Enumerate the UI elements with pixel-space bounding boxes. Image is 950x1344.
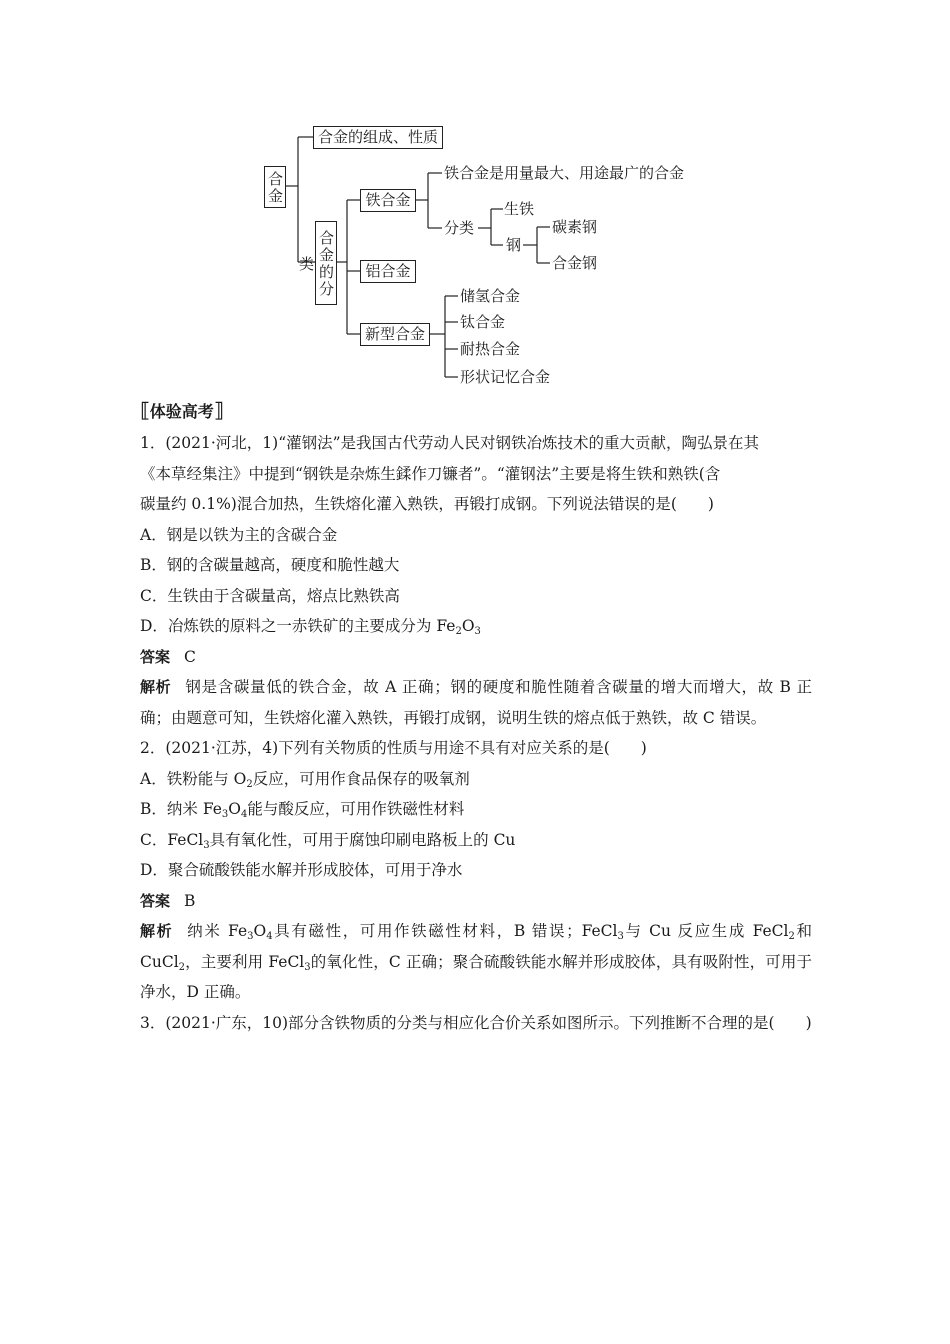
q1-stem-line: 1．(2021·河北，1)“灌钢法”是我国古代劳动人民对钢铁冶炼技术的重大贡献，陶弘景在其 bbox=[140, 434, 760, 452]
q2-option-c: C．FeCl$_3$具有氧化性，可用于腐蚀印刷电路板上的 Cu bbox=[140, 830, 516, 851]
new-alloy-item: 耐热合金 bbox=[460, 340, 521, 358]
new-alloy-item: 钛合金 bbox=[460, 313, 506, 331]
answer-value: C bbox=[184, 647, 196, 666]
new-alloy-item: 储氢合金 bbox=[460, 287, 521, 305]
root-box bbox=[264, 166, 286, 208]
q1-option-b: B．钢的含碳量越高，硬度和脆性越大 bbox=[140, 556, 400, 574]
q1-option-a: A．钢是以铁为主的含碳合金 bbox=[140, 525, 338, 544]
pig-iron-label: 生铁 bbox=[504, 200, 535, 218]
questions bbox=[140, 428, 812, 1038]
q1-analysis bbox=[140, 672, 812, 733]
section-title bbox=[140, 398, 224, 422]
q2-answer bbox=[140, 886, 812, 917]
new-alloy-box bbox=[360, 323, 430, 346]
carbon-steel-label: 碳素钢 bbox=[552, 218, 598, 236]
q2-option-a: A．铁粉能与 $O_2$反应，可用作食品保存的吸氧剂 bbox=[140, 769, 470, 790]
q1-option-d: D．冶炼铁的原料之一赤铁矿的主要成分为 $Fe_2O_3$ bbox=[140, 617, 481, 637]
composition-box bbox=[313, 126, 443, 149]
bracket-left: ⟦ bbox=[140, 398, 150, 422]
bracket-right: ⟧ bbox=[213, 398, 224, 422]
root-label: 合金 bbox=[266, 171, 284, 205]
classify-box bbox=[297, 221, 337, 305]
new-alloy-item: 形状记忆合金 bbox=[460, 368, 551, 386]
q1-answer bbox=[140, 642, 812, 673]
alloy-classification-diagram bbox=[0, 0, 950, 400]
aluminum-alloy-label: 铝合金 bbox=[365, 262, 411, 280]
q1-stem-line: 碳量约 0.1%)混合加热，生铁熔化灌入熟铁，再锻打成钢。下列说法错误的是( ) bbox=[140, 495, 714, 513]
q2-analysis: 解析 纳米 $Fe_3O_4$具有磁性，可用作铁磁性材料，B 错误；FeCl$_3$与 Cu 反应生成 FeCl$_2$和 CuCl$_2$，主要利用 FeCl$_3$的氧化性，C 正确；聚合硫酸铁能水解并形成胶体，具有吸附性，可用于净水，D 正确。 bbox=[140, 922, 812, 1001]
q2-option-b: B．纳米 $Fe_3O_4$能与酸反应，可用作铁磁性材料 bbox=[140, 800, 465, 820]
q1-stem-line: 《本草经集注》中提到“钢铁是杂炼生鍒作刀镰者”。“灌钢法”主要是将生铁和熟铁(含 bbox=[140, 464, 721, 483]
classify-label: 合金的分类 bbox=[297, 230, 335, 298]
q3-stem: 3．(2021·广东，10)部分含铁物质的分类与相应化合价关系如图所示。下列推断不合理的是( ) bbox=[140, 1013, 812, 1032]
analysis-label: 解析 bbox=[140, 922, 174, 940]
analysis-text: 钢是含碳量低的铁合金，故 A 正确；钢的硬度和脆性随着含碳量的增大而增大，故 B 正确；由题意可知，生铁熔化灌入熟铁，再锻打成钢，说明生铁的熔点低于熟铁，故 C 错误。 bbox=[140, 678, 812, 727]
alloy-steel-label: 合金钢 bbox=[552, 254, 598, 272]
steel-label: 钢 bbox=[506, 236, 522, 254]
q2-option-d: D．聚合硫酸铁能水解并形成胶体，可用于净水 bbox=[140, 861, 463, 879]
section-title-text: 体验高考 bbox=[149, 402, 214, 421]
fenlei-label: 分类 bbox=[444, 219, 475, 237]
q2-stem: 2．(2021·江苏，4)下列有关物质的性质与用途不具有对应关系的是( ) bbox=[140, 739, 647, 757]
iron-alloy-box bbox=[360, 189, 416, 212]
composition-label: 合金的组成、性质 bbox=[317, 128, 438, 146]
answer-label: 答案 bbox=[140, 891, 171, 910]
q1-option-c: C．生铁由于含碳量高，熔点比熟铁高 bbox=[140, 586, 400, 605]
iron-alloy-label: 铁合金 bbox=[365, 191, 411, 209]
aluminum-alloy-box bbox=[360, 260, 416, 283]
iron-alloy-desc: 铁合金是用量最大、用途最广的合金 bbox=[444, 164, 685, 182]
analysis-label: 解析 bbox=[140, 678, 172, 696]
answer-label: 答案 bbox=[140, 647, 171, 666]
new-alloy-label: 新型合金 bbox=[364, 325, 425, 343]
answer-value: B bbox=[184, 891, 196, 910]
